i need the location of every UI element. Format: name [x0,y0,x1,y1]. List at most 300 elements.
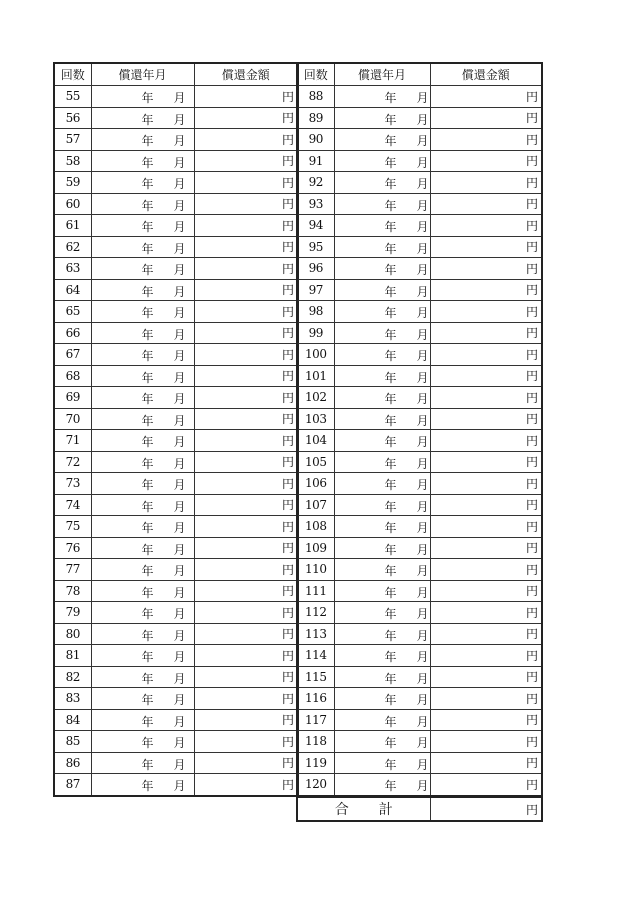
row-count: 71 [54,430,91,452]
table-row [297,473,542,495]
row-date[interactable] [334,193,430,215]
row-date[interactable] [91,387,194,409]
table-row [297,602,542,624]
row-date[interactable] [91,236,194,258]
month-label: 月 [416,779,429,793]
row-date[interactable] [91,322,194,344]
row-count: 113 [297,623,334,645]
row-amount[interactable]: 円 [430,387,542,409]
row-amount[interactable]: 円 [194,301,298,323]
table-row [54,516,298,538]
row-date[interactable] [91,172,194,194]
row-amount[interactable]: 円 [194,150,298,172]
year-label: 年 [384,327,397,342]
month-label: 月 [416,198,429,213]
row-date[interactable] [334,559,430,581]
table-row [297,666,542,688]
row-amount[interactable]: 円 [430,129,542,151]
year-label: 年 [141,155,154,170]
table-row [54,408,298,430]
month-label: 月 [416,349,429,363]
row-amount[interactable]: 円 [194,580,298,602]
row-amount[interactable]: 円 [430,537,542,559]
table-row [54,559,298,581]
year-label: 年 [384,306,397,320]
row-date[interactable] [334,623,430,645]
row-amount[interactable]: 円 [194,752,298,774]
row-count: 119 [297,752,334,774]
row-amount[interactable]: 円 [194,86,298,108]
row-amount[interactable]: 円 [194,559,298,581]
row-date[interactable] [334,408,430,430]
month-label: 月 [173,134,186,148]
month-label: 月 [173,306,186,320]
month-label: 月 [173,177,186,191]
row-amount[interactable]: 円 [194,623,298,645]
row-amount[interactable]: 円 [430,731,542,753]
row-amount[interactable]: 円 [194,172,298,194]
row-amount[interactable]: 円 [430,172,542,194]
month-label: 月 [173,671,186,686]
year-label: 年 [141,177,154,191]
row-count: 66 [54,322,91,344]
table-body-left [54,86,298,796]
header-date: 償還年月 [91,63,194,86]
row-count: 62 [54,236,91,258]
table-row [54,602,298,624]
table-row [297,107,542,129]
year-label: 年 [384,91,397,105]
table-row [297,688,542,710]
row-count: 100 [297,344,334,366]
row-date[interactable] [334,666,430,688]
table-row [297,516,542,538]
row-amount[interactable]: 円 [430,688,542,710]
row-date[interactable] [91,193,194,215]
row-amount[interactable]: 円 [194,322,298,344]
table-row [54,344,298,366]
row-date[interactable] [334,279,430,301]
row-date[interactable] [334,537,430,559]
year-label: 年 [384,155,397,170]
year-label: 年 [141,306,154,320]
row-date[interactable] [91,215,194,237]
month-label: 月 [416,370,429,385]
row-amount[interactable]: 円 [430,86,542,108]
row-date[interactable] [91,258,194,280]
row-count: 85 [54,731,91,753]
row-amount[interactable]: 円 [430,666,542,688]
row-count: 58 [54,150,91,172]
year-label: 年 [384,198,397,213]
row-count: 97 [297,279,334,301]
row-amount[interactable]: 円 [430,150,542,172]
row-count: 117 [297,709,334,731]
year-label: 年 [384,628,397,643]
row-date[interactable] [91,494,194,516]
table-row [297,236,542,258]
row-count: 72 [54,451,91,473]
row-amount[interactable]: 円 [194,408,298,430]
table-row [54,236,298,258]
row-date[interactable] [334,516,430,538]
year-label: 年 [141,542,154,557]
row-amount[interactable]: 円 [194,666,298,688]
row-date[interactable] [334,172,430,194]
row-date[interactable] [334,645,430,667]
row-date[interactable] [91,731,194,753]
row-amount[interactable]: 円 [430,430,542,452]
table-row [54,107,298,129]
month-label: 月 [416,607,429,621]
row-amount[interactable]: 円 [194,473,298,495]
row-count: 60 [54,193,91,215]
month-label: 月 [173,327,186,342]
row-count: 63 [54,258,91,280]
table-row [54,709,298,731]
table-row [54,623,298,645]
header-row [54,63,298,86]
row-amount[interactable]: 円 [194,516,298,538]
year-label: 年 [141,693,154,707]
year-label: 年 [141,370,154,385]
table-row [297,193,542,215]
year-label: 年 [384,564,397,578]
row-date[interactable] [91,365,194,387]
row-date[interactable] [91,709,194,731]
year-label: 年 [141,392,154,406]
row-count: 95 [297,236,334,258]
row-date[interactable] [91,279,194,301]
table-row [297,709,542,731]
row-amount[interactable]: 円 [194,236,298,258]
row-date[interactable] [91,129,194,151]
row-count: 56 [54,107,91,129]
row-date[interactable] [91,537,194,559]
year-label: 年 [141,585,154,600]
row-amount[interactable]: 円 [430,623,542,645]
table-row [54,279,298,301]
row-amount[interactable]: 円 [194,107,298,129]
month-label: 月 [173,413,186,428]
row-date[interactable] [91,408,194,430]
table-body-right [297,86,542,796]
row-amount[interactable]: 円 [430,451,542,473]
table-row [54,86,298,108]
row-date[interactable] [334,86,430,108]
month-label: 月 [416,757,429,772]
row-count: 77 [54,559,91,581]
table-row [54,774,298,796]
row-amount[interactable]: 円 [194,129,298,151]
row-date[interactable] [91,774,194,796]
year-label: 年 [141,714,154,729]
row-count: 114 [297,645,334,667]
row-amount[interactable]: 円 [430,408,542,430]
row-count: 106 [297,473,334,495]
year-label: 年 [141,198,154,213]
row-date[interactable] [91,516,194,538]
row-count: 109 [297,537,334,559]
table-row [54,752,298,774]
year-label: 年 [141,241,154,256]
row-amount[interactable]: 円 [194,537,298,559]
row-amount[interactable]: 円 [430,301,542,323]
table-row [297,537,542,559]
row-amount[interactable]: 円 [430,365,542,387]
month-label: 月 [416,564,429,578]
year-label: 年 [384,241,397,256]
month-label: 月 [173,607,186,621]
table-row [297,215,542,237]
year-label: 年 [384,435,397,449]
row-amount[interactable]: 円 [194,387,298,409]
row-count: 105 [297,451,334,473]
table-row [54,365,298,387]
row-date[interactable] [91,86,194,108]
row-date[interactable] [334,301,430,323]
row-amount[interactable]: 円 [194,774,298,796]
year-label: 年 [141,779,154,793]
row-amount[interactable]: 円 [194,193,298,215]
year-label: 年 [141,736,154,750]
row-count: 68 [54,365,91,387]
month-label: 月 [173,112,186,127]
row-amount[interactable]: 円 [194,451,298,473]
table-row [54,494,298,516]
row-amount[interactable]: 円 [194,258,298,280]
table-row [297,344,542,366]
table-row [54,301,298,323]
row-amount[interactable]: 円 [194,688,298,710]
row-amount[interactable]: 円 [194,279,298,301]
header-date: 償還年月 [334,63,430,86]
row-date[interactable] [91,473,194,495]
table-row [297,150,542,172]
row-count: 96 [297,258,334,280]
row-date[interactable] [334,150,430,172]
row-count: 102 [297,387,334,409]
month-label: 月 [416,134,429,148]
month-label: 月 [416,478,429,492]
row-amount[interactable]: 円 [194,430,298,452]
month-label: 月 [416,714,429,729]
year-label: 年 [141,284,154,299]
row-amount[interactable]: 円 [194,645,298,667]
month-label: 月 [173,564,186,578]
row-count: 98 [297,301,334,323]
row-amount[interactable]: 円 [430,473,542,495]
row-count: 104 [297,430,334,452]
month-label: 月 [173,521,186,535]
row-amount[interactable]: 円 [194,602,298,624]
row-count: 69 [54,387,91,409]
row-count: 83 [54,688,91,710]
row-date[interactable] [91,150,194,172]
month-label: 月 [173,478,186,492]
month-label: 月 [416,521,429,535]
table-row [297,774,542,796]
row-date[interactable] [334,494,430,516]
row-date[interactable] [334,774,430,796]
row-date[interactable] [334,752,430,774]
header-amount: 償還金額 [430,63,542,86]
year-label: 年 [141,607,154,621]
month-label: 月 [173,456,186,471]
row-date[interactable] [91,752,194,774]
header-count: 回数 [54,63,91,86]
row-amount[interactable]: 円 [430,215,542,237]
row-count: 55 [54,86,91,108]
row-date[interactable] [334,688,430,710]
row-date[interactable] [334,129,430,151]
row-date[interactable] [334,322,430,344]
row-date[interactable] [334,430,430,452]
row-amount[interactable]: 円 [430,236,542,258]
row-amount[interactable]: 円 [430,193,542,215]
table-row [54,731,298,753]
table-row [297,752,542,774]
repayment-table-left [53,62,299,797]
row-date[interactable] [334,580,430,602]
row-date[interactable] [91,623,194,645]
row-count: 67 [54,344,91,366]
row-amount[interactable]: 円 [194,709,298,731]
row-date[interactable] [91,688,194,710]
year-label: 年 [384,284,397,299]
row-date[interactable] [334,365,430,387]
year-label: 年 [384,499,397,514]
month-label: 月 [416,177,429,191]
row-count: 88 [297,86,334,108]
month-label: 月 [416,693,429,707]
row-date[interactable] [91,559,194,581]
row-amount[interactable]: 円 [430,709,542,731]
row-amount[interactable]: 円 [430,602,542,624]
table-row [297,494,542,516]
row-amount[interactable]: 円 [194,344,298,366]
row-date[interactable] [91,580,194,602]
row-date[interactable] [334,387,430,409]
month-label: 月 [173,349,186,363]
month-label: 月 [416,155,429,170]
row-amount[interactable]: 円 [430,344,542,366]
row-count: 112 [297,602,334,624]
table-row [54,645,298,667]
row-count: 101 [297,365,334,387]
row-date[interactable] [334,107,430,129]
year-label: 年 [141,564,154,578]
table-row [54,666,298,688]
total-amount[interactable]: 円 [430,797,542,821]
row-amount[interactable]: 円 [430,516,542,538]
row-count: 115 [297,666,334,688]
row-amount[interactable]: 円 [430,559,542,581]
row-amount[interactable]: 円 [430,279,542,301]
row-count: 107 [297,494,334,516]
row-date[interactable] [91,451,194,473]
row-amount[interactable]: 円 [430,107,542,129]
row-amount[interactable]: 円 [194,215,298,237]
row-amount[interactable]: 円 [194,365,298,387]
row-amount[interactable]: 円 [430,580,542,602]
row-date[interactable] [334,258,430,280]
header-amount: 償還金額 [194,63,298,86]
year-label: 年 [384,349,397,363]
month-label: 月 [416,671,429,686]
row-date[interactable] [91,645,194,667]
table-row [297,451,542,473]
table-row [54,688,298,710]
row-date[interactable] [334,215,430,237]
row-count: 57 [54,129,91,151]
row-count: 70 [54,408,91,430]
row-count: 90 [297,129,334,151]
table-row [54,451,298,473]
year-label: 年 [384,607,397,621]
year-label: 年 [384,542,397,557]
row-amount[interactable]: 円 [430,258,542,280]
row-date[interactable] [91,602,194,624]
row-count: 64 [54,279,91,301]
row-date[interactable] [91,666,194,688]
row-count: 92 [297,172,334,194]
row-amount[interactable]: 円 [430,645,542,667]
month-label: 月 [416,112,429,127]
month-label: 月 [173,241,186,256]
year-label: 年 [384,370,397,385]
table-row [297,258,542,280]
month-label: 月 [173,370,186,385]
year-label: 年 [384,714,397,729]
row-date[interactable] [334,344,430,366]
row-count: 73 [54,473,91,495]
row-count: 99 [297,322,334,344]
row-date[interactable] [91,430,194,452]
row-amount[interactable]: 円 [194,731,298,753]
year-label: 年 [141,628,154,643]
row-amount[interactable]: 円 [430,774,542,796]
year-label: 年 [384,779,397,793]
row-amount[interactable]: 円 [430,494,542,516]
row-date[interactable] [334,731,430,753]
row-date[interactable] [91,107,194,129]
row-count: 75 [54,516,91,538]
month-label: 月 [416,220,429,234]
table-row [297,365,542,387]
row-date[interactable] [334,709,430,731]
row-date[interactable] [334,451,430,473]
row-date[interactable] [334,236,430,258]
row-date[interactable] [334,602,430,624]
row-date[interactable] [91,344,194,366]
row-date[interactable] [334,473,430,495]
month-label: 月 [416,306,429,320]
row-count: 116 [297,688,334,710]
row-amount[interactable]: 円 [430,752,542,774]
month-label: 月 [173,736,186,750]
year-label: 年 [141,757,154,772]
month-label: 月 [416,736,429,750]
month-label: 月 [173,542,186,557]
row-count: 93 [297,193,334,215]
row-date[interactable] [91,301,194,323]
year-label: 年 [384,478,397,492]
row-amount[interactable]: 円 [194,494,298,516]
month-label: 月 [416,241,429,256]
table-row [54,580,298,602]
row-amount[interactable]: 円 [430,322,542,344]
